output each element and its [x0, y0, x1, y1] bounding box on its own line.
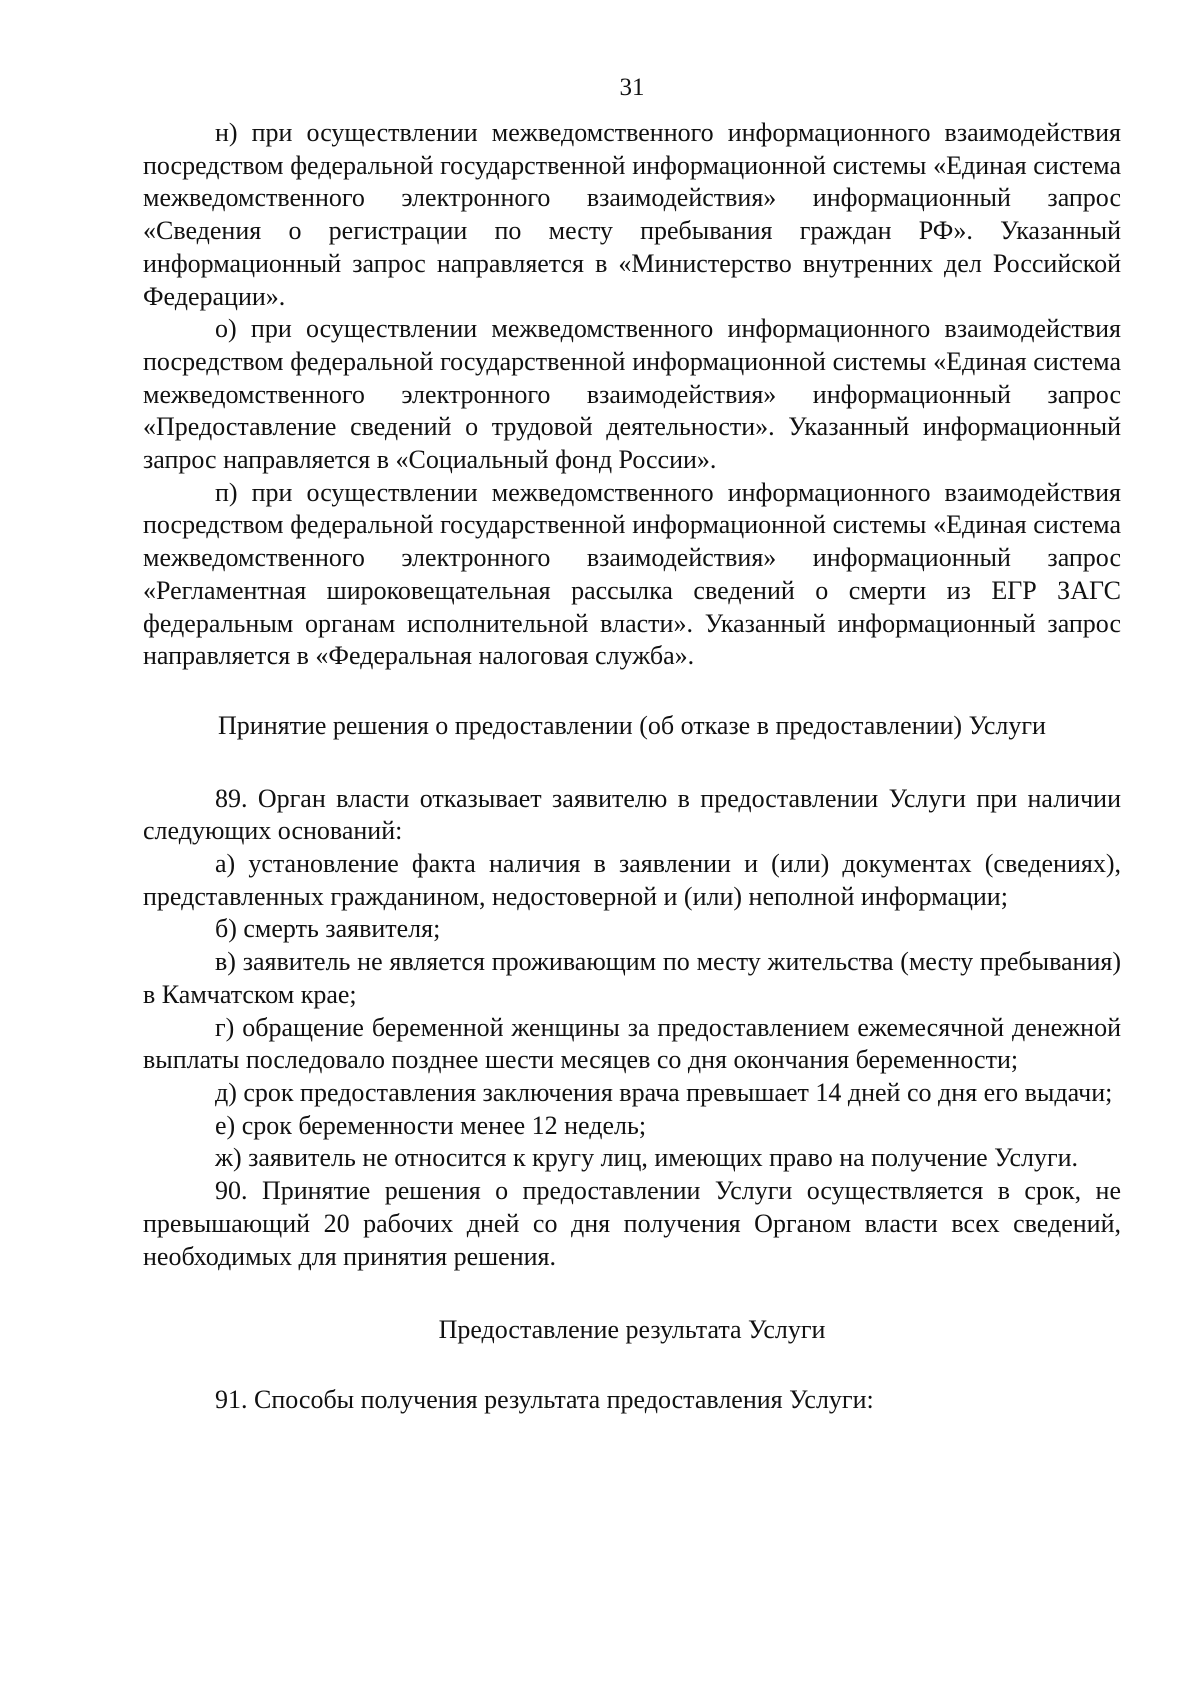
paragraph-89-a: а) установление факта наличия в заявлении и (или) документах (сведениях), представленных гражданином, недостоверной и (или) неполной информации;	[143, 849, 1121, 911]
section-heading-result: Предоставление результата Услуги	[438, 1315, 826, 1345]
paragraph-89-d: д) срок предоставления заключения врача превышает 14 дней со дня его выдачи;	[215, 1077, 1113, 1107]
paragraph-o: о) при осуществлении межведомственного информационного взаимодействия посредством федеральной государственной информационной системы «Единая система межведомственного электронного взаимодействия» информационный запрос «Предоставление сведений о трудовой деятельности». Указанный информационный запрос направляется в «Социальный фонд России».	[143, 314, 1121, 475]
paragraph-89-v: в) заявитель не является проживающим по месту жительства (месту пребывания) в Камчатском крае;	[143, 947, 1121, 1009]
spacer	[143, 743, 1121, 783]
spacer	[143, 673, 1121, 710]
paragraph-90: 90. Принятие решения о предоставлении Услуги осуществляется в срок, не превышающий 20 рабочих дней со дня получения Органом власти всех сведений, необходимых для принятия решения.	[143, 1176, 1121, 1271]
document-page	[143, 72, 1121, 1417]
spacer	[143, 1273, 1121, 1314]
paragraph-89-b: б) смерть заявителя;	[215, 914, 441, 944]
paragraph-89-zh: ж) заявитель не относится к кругу лиц, имеющих право на получение Услуги.	[215, 1143, 1079, 1173]
paragraph-n: н) при осуществлении межведомственного информационного взаимодействия посредством федеральной государственной информационной системы «Единая система межведомственного электронного взаимодействия» информационный запрос «Сведения о регистрации по месту пребывания граждан РФ». Указанный информационный запрос направляется в «Министерство внутренних дел Российской Федерации».	[143, 118, 1121, 311]
paragraph-p: п) при осуществлении межведомственного информационного взаимодействия посредством федеральной государственной информационной системы «Единая система межведомственного электронного взаимодействия» информационный запрос «Регламентная широковещательная рассылка сведений о смерти из ЕГР ЗАГС федеральным органам исполнительной власти». Указанный информационный запрос направляется в «Федеральная налоговая служба».	[143, 477, 1121, 671]
paragraph-89-g: г) обращение беременной женщины за предоставлением ежемесячной денежной выплаты последовало позднее шести месяцев со дня окончания беременности;	[143, 1012, 1121, 1075]
page-number: 31	[619, 74, 645, 101]
paragraph-89: 89. Орган власти отказывает заявителю в предоставлении Услуги при наличии следующих оснований:	[143, 783, 1121, 846]
spacer	[143, 1347, 1121, 1384]
paragraph-89-e: е) срок беременности менее 12 недель;	[215, 1110, 647, 1140]
paragraph-91: 91. Способы получения результата предоставления Услуги:	[215, 1384, 874, 1414]
section-heading-decision: Принятие решения о предоставлении (об отказе в предоставлении) Услуги	[218, 710, 1046, 740]
